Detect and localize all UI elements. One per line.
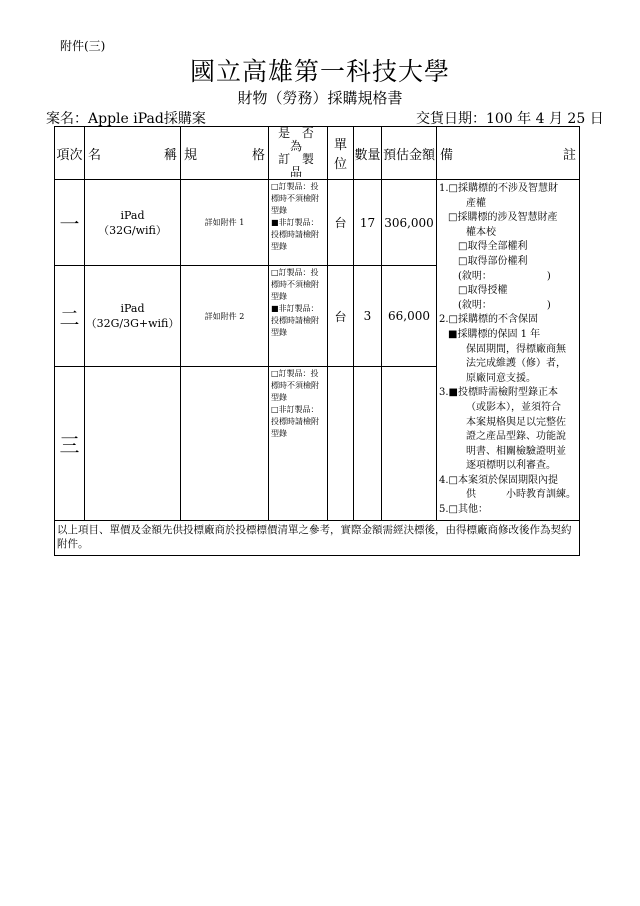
col-header-custom [269, 127, 328, 180]
page-title: 國立高雄第一科技大學 [189, 57, 450, 86]
item-custom-option-a: □訂製品：投標時不須檢附型錄 [271, 182, 319, 215]
col-header-name: 名 稱 [85, 127, 181, 180]
item-budget: 306,000 [382, 180, 437, 266]
remark-line: (敘明： ) [458, 299, 551, 311]
remark-line: 3.■投標時需檢附型錄正本 [439, 387, 558, 399]
item-custom [269, 180, 328, 266]
remark-line: ■採購標的保固 1 年 [448, 328, 541, 340]
col-header-unit: 單位 [328, 127, 354, 180]
item-name-line2: （32G/3G+wifi） [85, 317, 180, 331]
delivery-date: 交貨日期：100 年 4 月 25 日 [416, 111, 604, 127]
remark-line: 2.□採購標的不含保固 [439, 314, 538, 326]
item-unit: 台 [328, 266, 354, 367]
item-spec [181, 367, 269, 521]
remark-line: 逐項標明以利審查。 [466, 460, 556, 472]
remarks-cell [437, 180, 580, 521]
item-name [85, 180, 181, 266]
remark-line: 產權 [466, 197, 486, 209]
item-quantity [354, 367, 382, 521]
item-name-line2: （32G/wifi） [98, 223, 167, 237]
remark-line: □採購標的涉及智慧財產 [448, 212, 558, 224]
col-header-custom-line1: 是 否 為 [278, 126, 318, 153]
table-header-row [55, 127, 580, 180]
remark-line: 原廠同意支援。 [466, 372, 536, 384]
item-custom [269, 367, 328, 521]
footer-row [55, 520, 580, 555]
item-name-line1: iPad [120, 208, 145, 222]
footer-note: 以上項目、單價及金額先供投標廠商於投標標價清單之參考，實際金額需經決標後，由得標廠商修改後作為契約附件。 [55, 520, 580, 555]
item-spec: 詳如附件 2 [181, 266, 269, 367]
item-custom-option-b: ■非訂製品：投標時請檢附型錄 [271, 304, 319, 338]
col-header-item-no: 項次 [55, 127, 85, 180]
item-custom-option-a: □訂製品：投標時不須檢附型錄 [271, 268, 319, 302]
item-custom-option-b: □非訂製品：投標時請檢附型錄 [271, 405, 319, 439]
item-custom-option-a: □訂製品：投標時不須檢附型錄 [271, 369, 319, 403]
item-custom-option-b: ■非訂製品：投標時請檢附型錄 [271, 218, 319, 251]
spec-table [54, 126, 580, 556]
annex-label: 附件(三) [60, 39, 106, 53]
item-name [85, 266, 181, 367]
remark-line: 權本校 [466, 226, 496, 238]
remark-line: 1.□採購標的不涉及智慧財 [439, 183, 558, 194]
remark-line: □取得部份權利 [458, 255, 528, 267]
item-quantity: 3 [354, 266, 382, 367]
item-name-line1: iPad [120, 302, 145, 316]
remark-line: (敘明： ) [458, 270, 551, 282]
page-subtitle: 財物（勞務）採購規格書 [237, 89, 403, 107]
col-header-remarks: 備 註 [437, 127, 580, 180]
col-header-budget: 預估金額 [382, 127, 437, 180]
item-unit: 台 [328, 180, 354, 266]
item-budget: 66,000 [382, 266, 437, 367]
item-no: 一 [55, 180, 85, 266]
remark-line: （或影本），並須符合 [466, 401, 561, 413]
item-no: 二 [55, 266, 85, 367]
item-name [85, 367, 181, 521]
col-header-quantity: 數量 [354, 127, 382, 180]
remark-line: 明書、相關檢驗證明並 [466, 445, 566, 457]
case-name: 案名：Apple iPad採購案 [46, 111, 206, 127]
item-no: 三 [55, 367, 85, 521]
remark-line: □取得授權 [458, 285, 508, 297]
remark-line: 本案規格與足以完整佐 [466, 416, 566, 428]
col-header-spec: 規 格 [181, 127, 269, 180]
remark-line: 5.□其他： [439, 504, 488, 516]
item-budget [382, 367, 437, 521]
item-quantity: 17 [354, 180, 382, 266]
remark-line: 法完成維護（修）者， [466, 358, 566, 370]
remark-line: 供 小時教育訓練。 [466, 489, 576, 501]
remark-line: 保固期間，得標廠商無 [466, 343, 566, 355]
remark-line: □取得全部權利 [458, 241, 528, 253]
item-unit [328, 367, 354, 521]
remark-line: 證之產品型錄、功能說 [466, 431, 566, 443]
table-row [55, 180, 580, 266]
item-custom [269, 266, 328, 367]
col-header-custom-line2: 訂 製 品 [278, 152, 318, 179]
item-spec: 詳如附件 1 [181, 180, 269, 266]
remark-line: 4.□本案須於保固期限內提 [439, 474, 558, 486]
